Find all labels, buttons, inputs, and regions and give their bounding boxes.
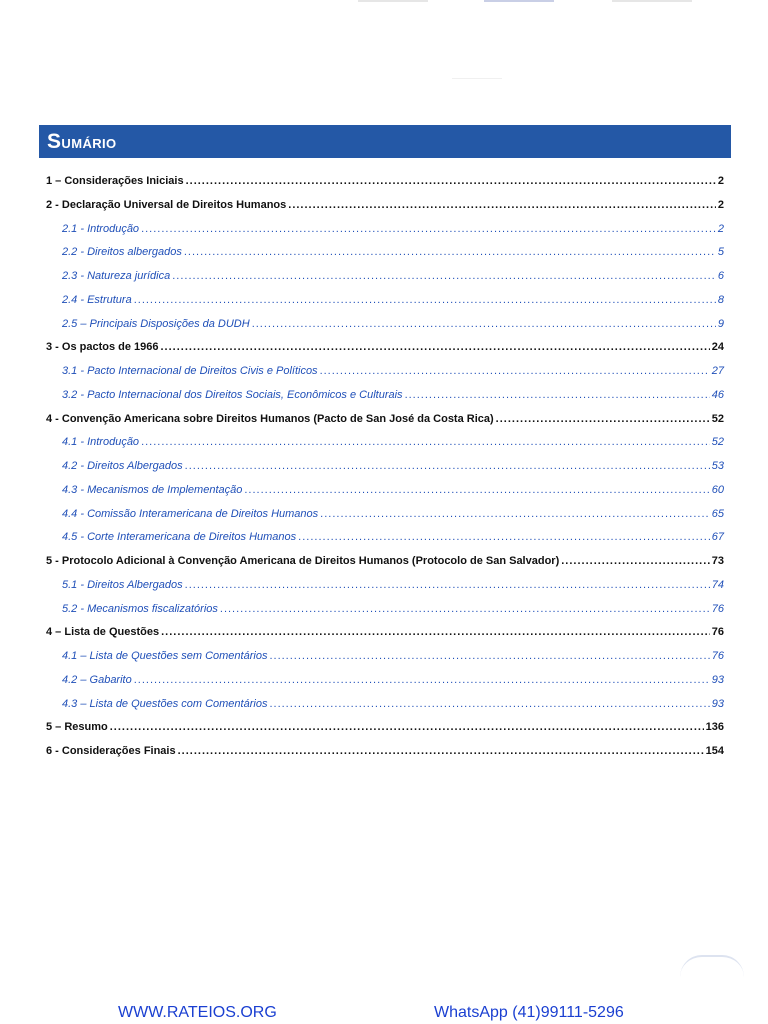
- dot-leader: [134, 674, 710, 686]
- dot-leader: [185, 579, 710, 591]
- toc-subsection-entry[interactable]: [46, 246, 724, 264]
- toc-entry-title: 4.1 - Introdução: [62, 436, 140, 449]
- toc-subsection-entry[interactable]: [46, 579, 724, 597]
- toc-entry-page: 93: [711, 697, 724, 710]
- toc-entry-title: 4.3 – Lista de Questões com Comentários: [62, 697, 268, 710]
- dot-leader: [405, 389, 710, 401]
- toc-subsection-entry[interactable]: [46, 365, 724, 383]
- scroll-up-indicator[interactable]: [680, 955, 744, 977]
- top-edge-mark: [484, 0, 554, 2]
- toc-entry-title: 4.4 - Comissão Interamericana de Direitos Humanos: [62, 507, 319, 520]
- toc-subsection-entry[interactable]: [46, 484, 724, 502]
- toc-section-entry[interactable]: [46, 199, 724, 217]
- toc-entry-title: 5.2 - Mecanismos fiscalizatórios: [62, 602, 218, 615]
- toc-section-entry[interactable]: [46, 341, 724, 359]
- toc-entry-title: 2 - Declaração Universal de Direitos Humanos: [46, 198, 287, 211]
- dot-leader: [269, 650, 709, 662]
- toc-entry-page: 136: [705, 721, 724, 734]
- toc-subsection-entry[interactable]: [46, 508, 724, 526]
- dot-leader: [161, 626, 710, 638]
- dot-leader: [134, 294, 716, 306]
- summary-title: Sumário: [47, 129, 117, 153]
- toc-entry-page: 73: [711, 555, 724, 567]
- footer-website: WWW.RATEIOS.ORG: [118, 1004, 277, 1021]
- toc-section-entry[interactable]: [46, 175, 724, 193]
- toc-entry-page: 76: [711, 650, 724, 662]
- toc-entry-title: 2.1 - Introdução: [62, 222, 140, 235]
- toc-entry-page: 93: [711, 673, 724, 686]
- toc-entry-page: 74: [711, 578, 724, 591]
- toc-subsection-entry[interactable]: [46, 318, 724, 336]
- dot-leader: [288, 199, 716, 211]
- toc-entry-title: 6 - Considerações Finais: [46, 745, 176, 757]
- dot-leader: [141, 436, 710, 448]
- toc-section-entry[interactable]: [46, 721, 724, 739]
- toc-entry-title: 2.2 - Direitos albergados: [62, 246, 182, 259]
- dot-leader: [244, 484, 709, 496]
- dot-leader: [269, 698, 709, 710]
- dot-leader: [161, 341, 710, 353]
- toc-entry-page: 8: [717, 293, 724, 306]
- toc-entry-page: 2: [717, 222, 724, 235]
- toc-entry-page: 6: [717, 270, 724, 282]
- dot-leader: [298, 531, 710, 543]
- toc-entry-page: 76: [711, 602, 724, 615]
- dot-leader: [561, 555, 710, 567]
- toc-entry-page: 46: [711, 388, 724, 401]
- toc-entry-title: 5.1 - Direitos Albergados: [62, 578, 183, 591]
- toc-entry-page: 24: [711, 341, 724, 354]
- dot-leader: [252, 318, 716, 330]
- dot-leader: [185, 460, 710, 472]
- dot-leader: [220, 603, 710, 615]
- toc-entry-title: 4.5 - Corte Interamericana de Direitos Humanos: [62, 531, 297, 544]
- toc-entry-page: 67: [711, 531, 724, 544]
- toc-entry-page: 2: [717, 198, 724, 211]
- toc-entry-title: 3.1 - Pacto Internacional de Direitos Civis e Políticos: [62, 365, 318, 377]
- summary-header-bar: [39, 125, 731, 158]
- toc-subsection-entry[interactable]: [46, 223, 724, 241]
- toc-entry-page: 154: [705, 745, 724, 757]
- toc-entry-title: 5 - Protocolo Adicional à Convenção Americana de Direitos Humanos (Protocolo de San Salvador): [46, 555, 560, 567]
- toc-entry-title: 4.2 - Direitos Albergados: [62, 460, 183, 472]
- toc-entry-page: 27: [711, 365, 724, 377]
- divider: [452, 78, 502, 79]
- toc-entry-page: 5: [717, 246, 724, 259]
- toc-entry-title: 3 - Os pactos de 1966: [46, 341, 159, 354]
- toc-subsection-entry[interactable]: [46, 531, 724, 549]
- toc-entry-title: 1 – Considerações Iniciais: [46, 175, 184, 187]
- dot-leader: [320, 508, 710, 520]
- toc-subsection-entry[interactable]: [46, 674, 724, 692]
- dot-leader: [320, 365, 710, 377]
- dot-leader: [186, 175, 716, 187]
- toc-entry-title: 4.3 - Mecanismos de Implementação: [62, 483, 243, 496]
- toc-subsection-entry[interactable]: [46, 603, 724, 621]
- toc-entry-title: 2.5 – Principais Disposições da DUDH: [62, 317, 250, 330]
- toc-entry-title: 4.1 – Lista de Questões sem Comentários: [62, 650, 268, 662]
- toc-entry-title: 4.2 – Gabarito: [62, 673, 132, 686]
- dot-leader: [172, 270, 716, 282]
- dot-leader: [141, 223, 716, 235]
- dot-leader: [184, 246, 716, 258]
- dot-leader: [178, 745, 704, 757]
- toc-entry-title: 2.3 - Natureza jurídica: [62, 270, 171, 282]
- toc-subsection-entry[interactable]: [46, 650, 724, 668]
- toc-subsection-entry[interactable]: [46, 698, 724, 716]
- toc-entry-page: 60: [711, 483, 724, 496]
- toc-entry-page: 76: [711, 626, 724, 639]
- top-edge-mark: [612, 0, 692, 2]
- toc-entry-page: 2: [717, 175, 724, 187]
- dot-leader: [496, 413, 710, 425]
- toc-section-entry[interactable]: [46, 413, 724, 431]
- toc-subsection-entry[interactable]: [46, 389, 724, 407]
- toc-entry-title: 4 - Convenção Americana sobre Direitos Humanos (Pacto de San José da Costa Rica): [46, 412, 494, 425]
- toc-section-entry[interactable]: [46, 555, 724, 573]
- footer-whatsapp: WhatsApp (41)99111-5296: [434, 1004, 624, 1021]
- toc-entry-page: 52: [711, 412, 724, 425]
- toc-subsection-entry[interactable]: [46, 460, 724, 478]
- toc-entry-title: 4 – Lista de Questões: [46, 626, 160, 639]
- toc-entry-page: 9: [717, 317, 724, 330]
- toc-subsection-entry[interactable]: [46, 436, 724, 454]
- toc-section-entry[interactable]: [46, 745, 724, 763]
- toc-section-entry[interactable]: [46, 626, 724, 644]
- toc-entry-title: 3.2 - Pacto Internacional dos Direitos Sociais, Econômicos e Culturais: [62, 388, 403, 401]
- toc-entry-title: 5 – Resumo: [46, 721, 108, 734]
- top-edge-mark: [358, 0, 428, 2]
- toc-entry-page: 52: [711, 436, 724, 449]
- toc-entry-page: 65: [711, 507, 724, 520]
- dot-leader: [110, 721, 704, 733]
- toc-subsection-entry[interactable]: [46, 270, 724, 288]
- toc-entry-page: 53: [711, 460, 724, 472]
- toc-subsection-entry[interactable]: [46, 294, 724, 312]
- toc-entry-title: 2.4 - Estrutura: [62, 293, 132, 306]
